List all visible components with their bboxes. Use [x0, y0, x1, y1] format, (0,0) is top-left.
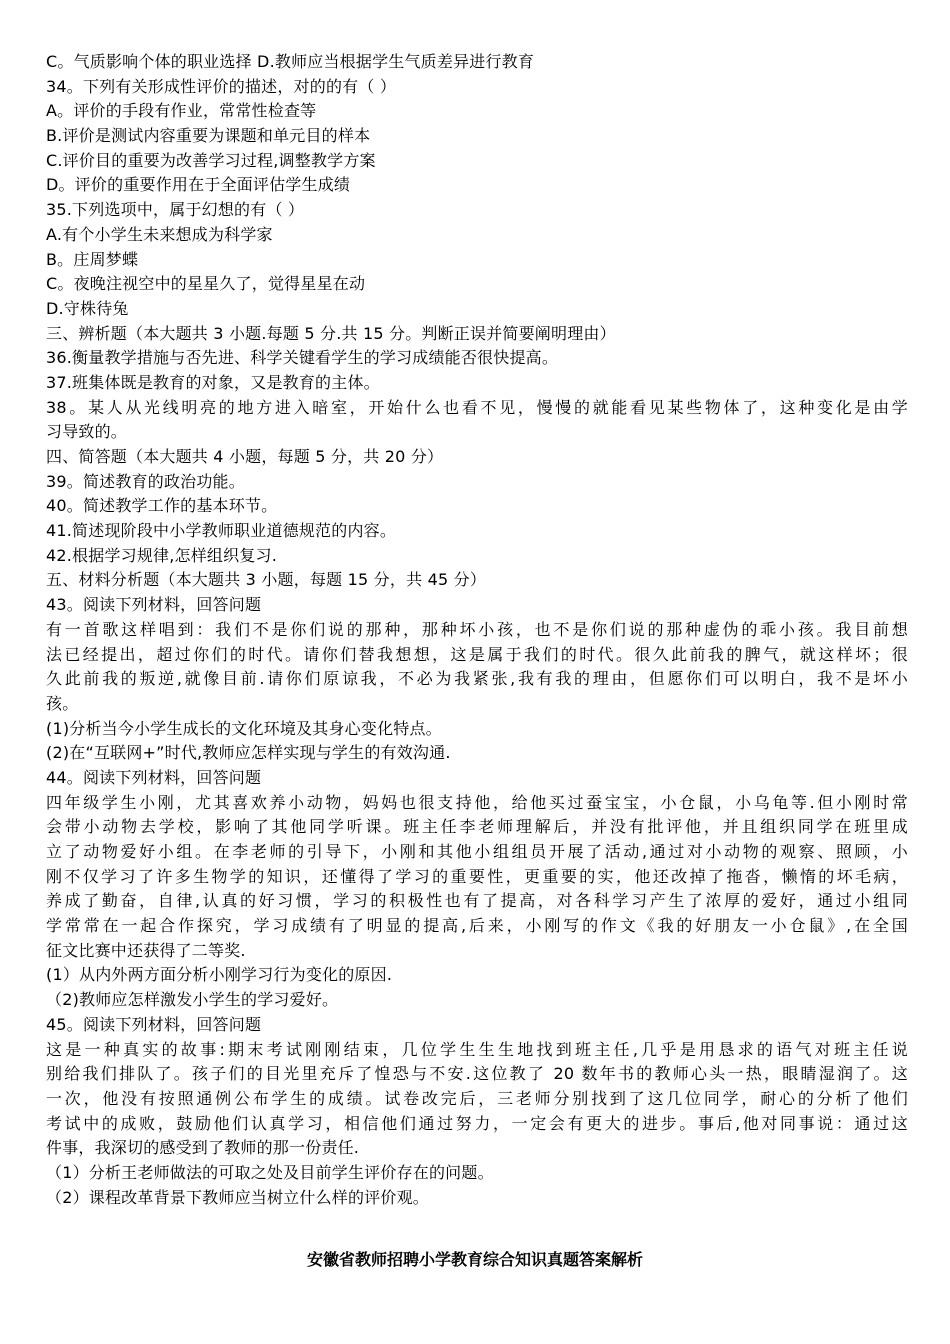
text-line: 40。简述教学工作的基本环节。	[46, 496, 278, 516]
text-line: B。庄周梦蝶	[46, 249, 139, 269]
document-body	[46, 50, 908, 1210]
text-line: 45。阅读下列材料，回答问题	[46, 1014, 262, 1034]
text-line: (1)分析当今小学生成长的文化环境及其身心变化特点。	[46, 718, 442, 738]
text-line: 42.根据学习规律,怎样组织复习.	[46, 545, 278, 565]
text-line: 养成了勤奋，自律,认真的好习惯，学习的积极性也有了提高，对各科学习产生了浓厚的爱好，通过小组同	[46, 891, 908, 911]
text-line: C。夜晚注视空中的星星久了，觉得星星在动	[46, 274, 366, 294]
text-line: 34。下列有关形成性评价的描述，对的的有（ ）	[46, 76, 397, 96]
text-line: (1）从内外两方面分析小刚学习行为变化的原因.	[46, 965, 393, 985]
text-line: 这是一种真实的故事:期末考试刚刚结束，几位学生生生地找到班主任,几乎是用恳求的语气对班主任说	[46, 1039, 908, 1059]
text-line: 件事，我深切的感受到了教师的那一份责任.	[46, 1138, 360, 1158]
text-line: 一次，他没有按照通例公布学生的成绩。试卷改完后，三老师分别找到了这几位同学，耐心的分析了他们	[46, 1088, 908, 1108]
text-line: （2)教师应怎样激发小学生的学习爱好。	[46, 990, 339, 1010]
text-line: 有一首歌这样唱到：我们不是你们说的那种，那种坏小孩，也不是你们说的那种虚伪的乖小孩。我目前想	[46, 619, 908, 639]
text-line: D。评价的重要作用在于全面评估学生成绩	[46, 175, 351, 195]
text-line: 习导致的。	[46, 422, 128, 442]
text-line: B.评价是测试内容重要为课题和单元目的样本	[46, 126, 371, 146]
text-line: 三、辨析题（本大题共 3 小题.每题 5 分.共 15 分。判断正误并简要阐明理由）	[46, 323, 616, 343]
text-line: C.评价目的重要为改善学习过程,调整教学方案	[46, 150, 376, 170]
text-line: 刚不仅学习了许多生物学的知识，还懂得了学习的重要性，更重要的实，他还改掉了拖沓，懒惰的坏毛病，	[46, 866, 908, 886]
answer-section-title: 安徽省教师招聘小学教育综合知识真题答案解析	[306, 1250, 643, 1269]
text-line: 别给我们排队了。孩子们的目光里充斥了惶恐与不安.这位教了 20 数年书的教师心头一热，眼睛湿润了。这	[46, 1064, 908, 1084]
text-line: 39。简述教育的政治功能。	[46, 471, 245, 491]
text-line: 学常常在一起合作探究，学习成绩有了明显的提高,后来，小刚写的作文《我的好朋友一小仓鼠》,在全国	[46, 916, 908, 936]
text-line: 征文比赛中还获得了二等奖.	[46, 940, 246, 960]
text-line: 四年级学生小刚，尤其喜欢养小动物，妈妈也很支持他，给他买过蚕宝宝，小仓鼠，小乌龟等.但小刚时常	[46, 792, 908, 812]
text-line: C。气质影响个体的职业选择 D.教师应当根据学生气质差异进行教育	[46, 52, 535, 71]
text-line: 会带小动物去学校，影响了其他同学听课。班主任李老师理解后，并没有批评他，并且组织同学在班里成	[46, 817, 908, 837]
text-line: 久此前我的叛逆,就像目前.请你们原谅我，不必为我紧张,我有我的理由，但愿你们可以明白，我不是坏小	[46, 669, 908, 689]
text-line: (2)在“互联网+”时代,教师应怎样实现与学生的有效沟通.	[46, 743, 451, 763]
text-line: 法已经提出，超过你们的时代。请你们替我想想，这是属于我们的时代。很久此前我的脾气，就这样坏；很	[46, 644, 908, 664]
text-line: 考试中的成败，鼓励他们认真学习，相信他们通过努力，一定会有更大的进步。事后,他对同事说：通过这	[46, 1113, 908, 1133]
text-line: 35.下列选项中，属于幻想的有（ ）	[46, 200, 305, 220]
text-line: 37.班集体既是教育的对象，又是教育的主体。	[46, 372, 380, 392]
text-line: （2）课程改革背景下教师应当树立什么样的评价观。	[46, 1187, 429, 1207]
text-line: D.守株待兔	[46, 298, 129, 318]
text-line: 44。阅读下列材料，回答问题	[46, 767, 262, 787]
text-line: 四、简答题（本大题共 4 小题，每题 5 分，共 20 分）	[46, 447, 444, 466]
text-line: （1）分析王老师做法的可取之处及目前学生评价存在的问题。	[46, 1162, 494, 1182]
text-line: A.有个小学生未来想成为科学家	[46, 224, 273, 244]
text-line: A。评价的手段有作业，常常性检查等	[46, 101, 317, 121]
text-line: 38。某人从光线明亮的地方进入暗室，开始什么也看不见，慢慢的就能看见某些物体了，这种变化是由学	[46, 397, 908, 417]
text-line: 43。阅读下列材料，回答问题	[46, 595, 262, 615]
text-line: 立了动物爱好小组。在李老师的引导下，小刚和其他小组组员开展了活动,通过对小动物的观察、照顾，小	[46, 842, 908, 861]
text-line: 五、材料分析题（本大题共 3 小题，每题 15 分，共 45 分）	[46, 570, 487, 590]
text-line: 孩。	[46, 693, 79, 713]
text-line: 36.衡量教学措施与否先进、科学关键看学生的学习成绩能否很快提高。	[46, 348, 559, 368]
text-line: 41.简述现阶段中小学教师职业道德规范的内容。	[46, 521, 397, 541]
